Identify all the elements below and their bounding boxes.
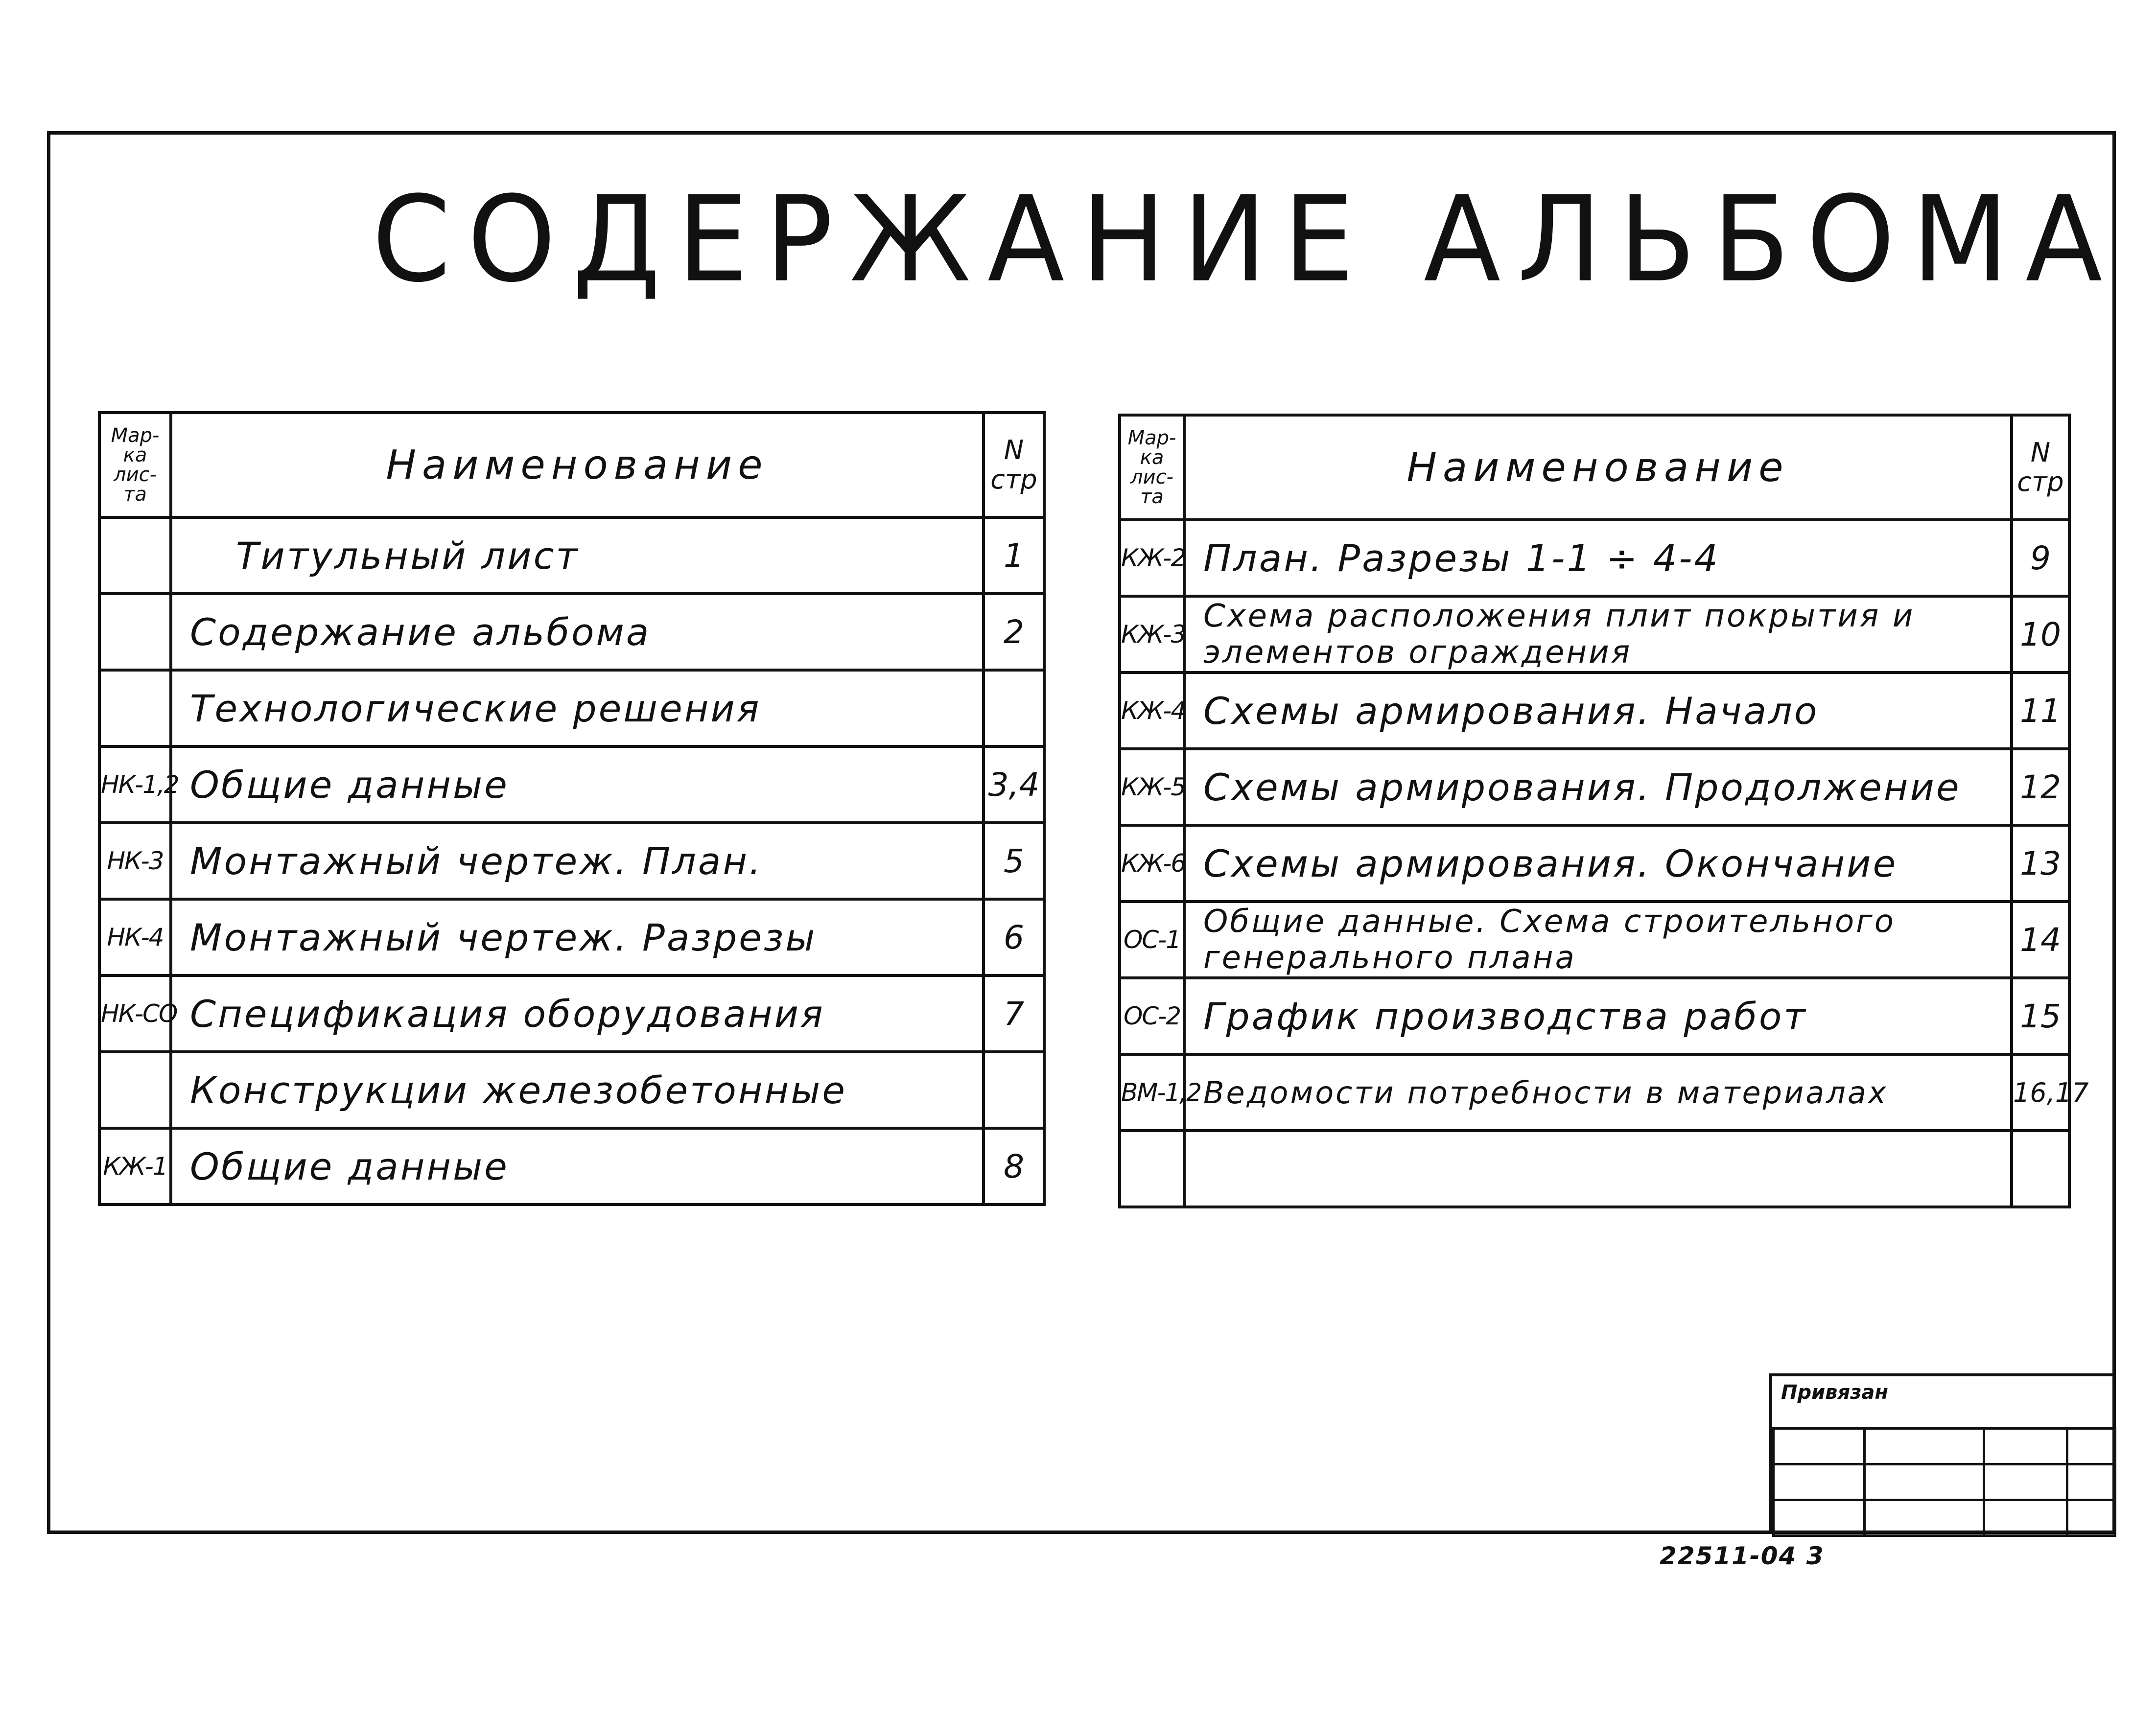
header-page: N стр bbox=[984, 413, 1044, 517]
sheet-mark: КЖ-2 bbox=[1120, 520, 1184, 596]
sheet-name: Схемы армирования. Продолжение bbox=[1184, 749, 2012, 825]
sheet-mark: КЖ-1 bbox=[99, 1128, 171, 1205]
header-name: Наименование bbox=[1184, 415, 2012, 520]
header-page: N стр bbox=[2012, 415, 2069, 520]
sheet-page: 2 bbox=[984, 594, 1044, 670]
sheet-mark: ОС-2 bbox=[1120, 978, 1184, 1054]
sheet-mark: КЖ-5 bbox=[1120, 749, 1184, 825]
table-row bbox=[99, 746, 1044, 823]
sheet-mark bbox=[99, 517, 171, 594]
page-title: СОДЕРЖАНИЕ АЛЬБОМА bbox=[372, 171, 2119, 309]
sheet-name: Схема расположения плит покрытия и элементов ограждения bbox=[1184, 596, 2012, 672]
sheet-mark: ВМ-1,2 bbox=[1120, 1054, 1184, 1131]
sheet-mark: НК-1,2 bbox=[99, 746, 171, 823]
sheet-mark: КЖ-4 bbox=[1120, 672, 1184, 749]
sheet-page bbox=[984, 670, 1044, 746]
sheet-name: Схемы армирования. Окончание bbox=[1184, 825, 2012, 902]
table-row bbox=[99, 899, 1044, 975]
table-header-row bbox=[99, 413, 1044, 517]
sheet-page: 9 bbox=[2012, 520, 2069, 596]
header-mark: Мар- ка лис- та bbox=[99, 413, 171, 517]
sheet-name: Общие данные bbox=[171, 746, 984, 823]
sheet-name: Содержание альбома bbox=[171, 594, 984, 670]
sheet-mark bbox=[99, 1052, 171, 1128]
table-row bbox=[1120, 672, 2069, 749]
table-row bbox=[99, 1128, 1044, 1205]
sheet-page: 13 bbox=[2012, 825, 2069, 902]
sheet-mark: КЖ-6 bbox=[1120, 825, 1184, 902]
sheet-page: 8 bbox=[984, 1128, 1044, 1205]
sheet-page: 3,4 bbox=[984, 746, 1044, 823]
table-row bbox=[99, 1052, 1044, 1128]
sheet-name: План. Разрезы 1-1 ÷ 4-4 bbox=[1184, 520, 2012, 596]
sheet-mark bbox=[1120, 1131, 1184, 1207]
table-row bbox=[99, 975, 1044, 1052]
sheet-page: 5 bbox=[984, 823, 1044, 899]
sheet-name bbox=[1184, 1131, 2012, 1207]
sheet-mark: НК-3 bbox=[99, 823, 171, 899]
sheet-name: Ведомости потребности в материалах bbox=[1184, 1054, 2012, 1131]
sheet-name: Монтажный чертеж. Разрезы bbox=[171, 899, 984, 975]
table-row bbox=[1120, 978, 2069, 1054]
sheet-page: 10 bbox=[2012, 596, 2069, 672]
sheet-mark bbox=[99, 670, 171, 746]
table-row bbox=[1120, 1054, 2069, 1131]
table-row bbox=[1120, 902, 2069, 978]
sheet-name: Титульный лист bbox=[171, 517, 984, 594]
sheet-name: Монтажный чертеж. План. bbox=[171, 823, 984, 899]
table-row bbox=[99, 670, 1044, 746]
contents-table-right bbox=[1118, 414, 2089, 1208]
sheet-name: Схемы армирования. Начало bbox=[1184, 672, 2012, 749]
sheet-page: 6 bbox=[984, 899, 1044, 975]
table-row bbox=[99, 517, 1044, 594]
sheet-name: Общие данные. Схема строительного генерального плана bbox=[1184, 902, 2012, 978]
table-row bbox=[1120, 825, 2069, 902]
stamp-label: Привязан bbox=[1781, 1381, 1889, 1404]
sheet-page bbox=[984, 1052, 1044, 1128]
sheet-page: 1 bbox=[984, 517, 1044, 594]
sheet-page: 12 bbox=[2012, 749, 2069, 825]
table-row bbox=[1120, 520, 2069, 596]
table-row bbox=[1120, 1131, 2069, 1207]
section-heading: Технологические решения bbox=[171, 670, 984, 746]
sheet-page: 14 bbox=[2012, 902, 2069, 978]
sheet-name: Общие данные bbox=[171, 1128, 984, 1205]
sheet-mark: ОС-1 bbox=[1120, 902, 1184, 978]
sheet-page: 11 bbox=[2012, 672, 2069, 749]
title-block-stamp bbox=[1769, 1373, 2114, 1534]
table-row bbox=[99, 823, 1044, 899]
sheet-code: 22511-04 3 bbox=[1660, 1542, 1825, 1570]
header-mark: Мар- ка лис- та bbox=[1120, 415, 1184, 520]
contents-table-left bbox=[98, 411, 1046, 1206]
sheet-page bbox=[2012, 1131, 2069, 1207]
sheet-mark: КЖ-3 bbox=[1120, 596, 1184, 672]
stamp-grid bbox=[1772, 1427, 2116, 1537]
table-row bbox=[1120, 749, 2069, 825]
sheet-name: График производства работ bbox=[1184, 978, 2012, 1054]
sheet-mark bbox=[99, 594, 171, 670]
sheet-page: 7 bbox=[984, 975, 1044, 1052]
sheet-page: 15 bbox=[2012, 978, 2069, 1054]
table-row bbox=[1120, 596, 2069, 672]
sheet-mark: НК-4 bbox=[99, 899, 171, 975]
header-name: Наименование bbox=[171, 413, 984, 517]
sheet-mark: НК-СО bbox=[99, 975, 171, 1052]
sheet-page: 16,17 bbox=[2012, 1054, 2069, 1131]
table-header-row bbox=[1120, 415, 2069, 520]
sheet-name: Спецификация оборудования bbox=[171, 975, 984, 1052]
section-heading: Конструкции железобетонные bbox=[171, 1052, 984, 1128]
table-row bbox=[99, 594, 1044, 670]
